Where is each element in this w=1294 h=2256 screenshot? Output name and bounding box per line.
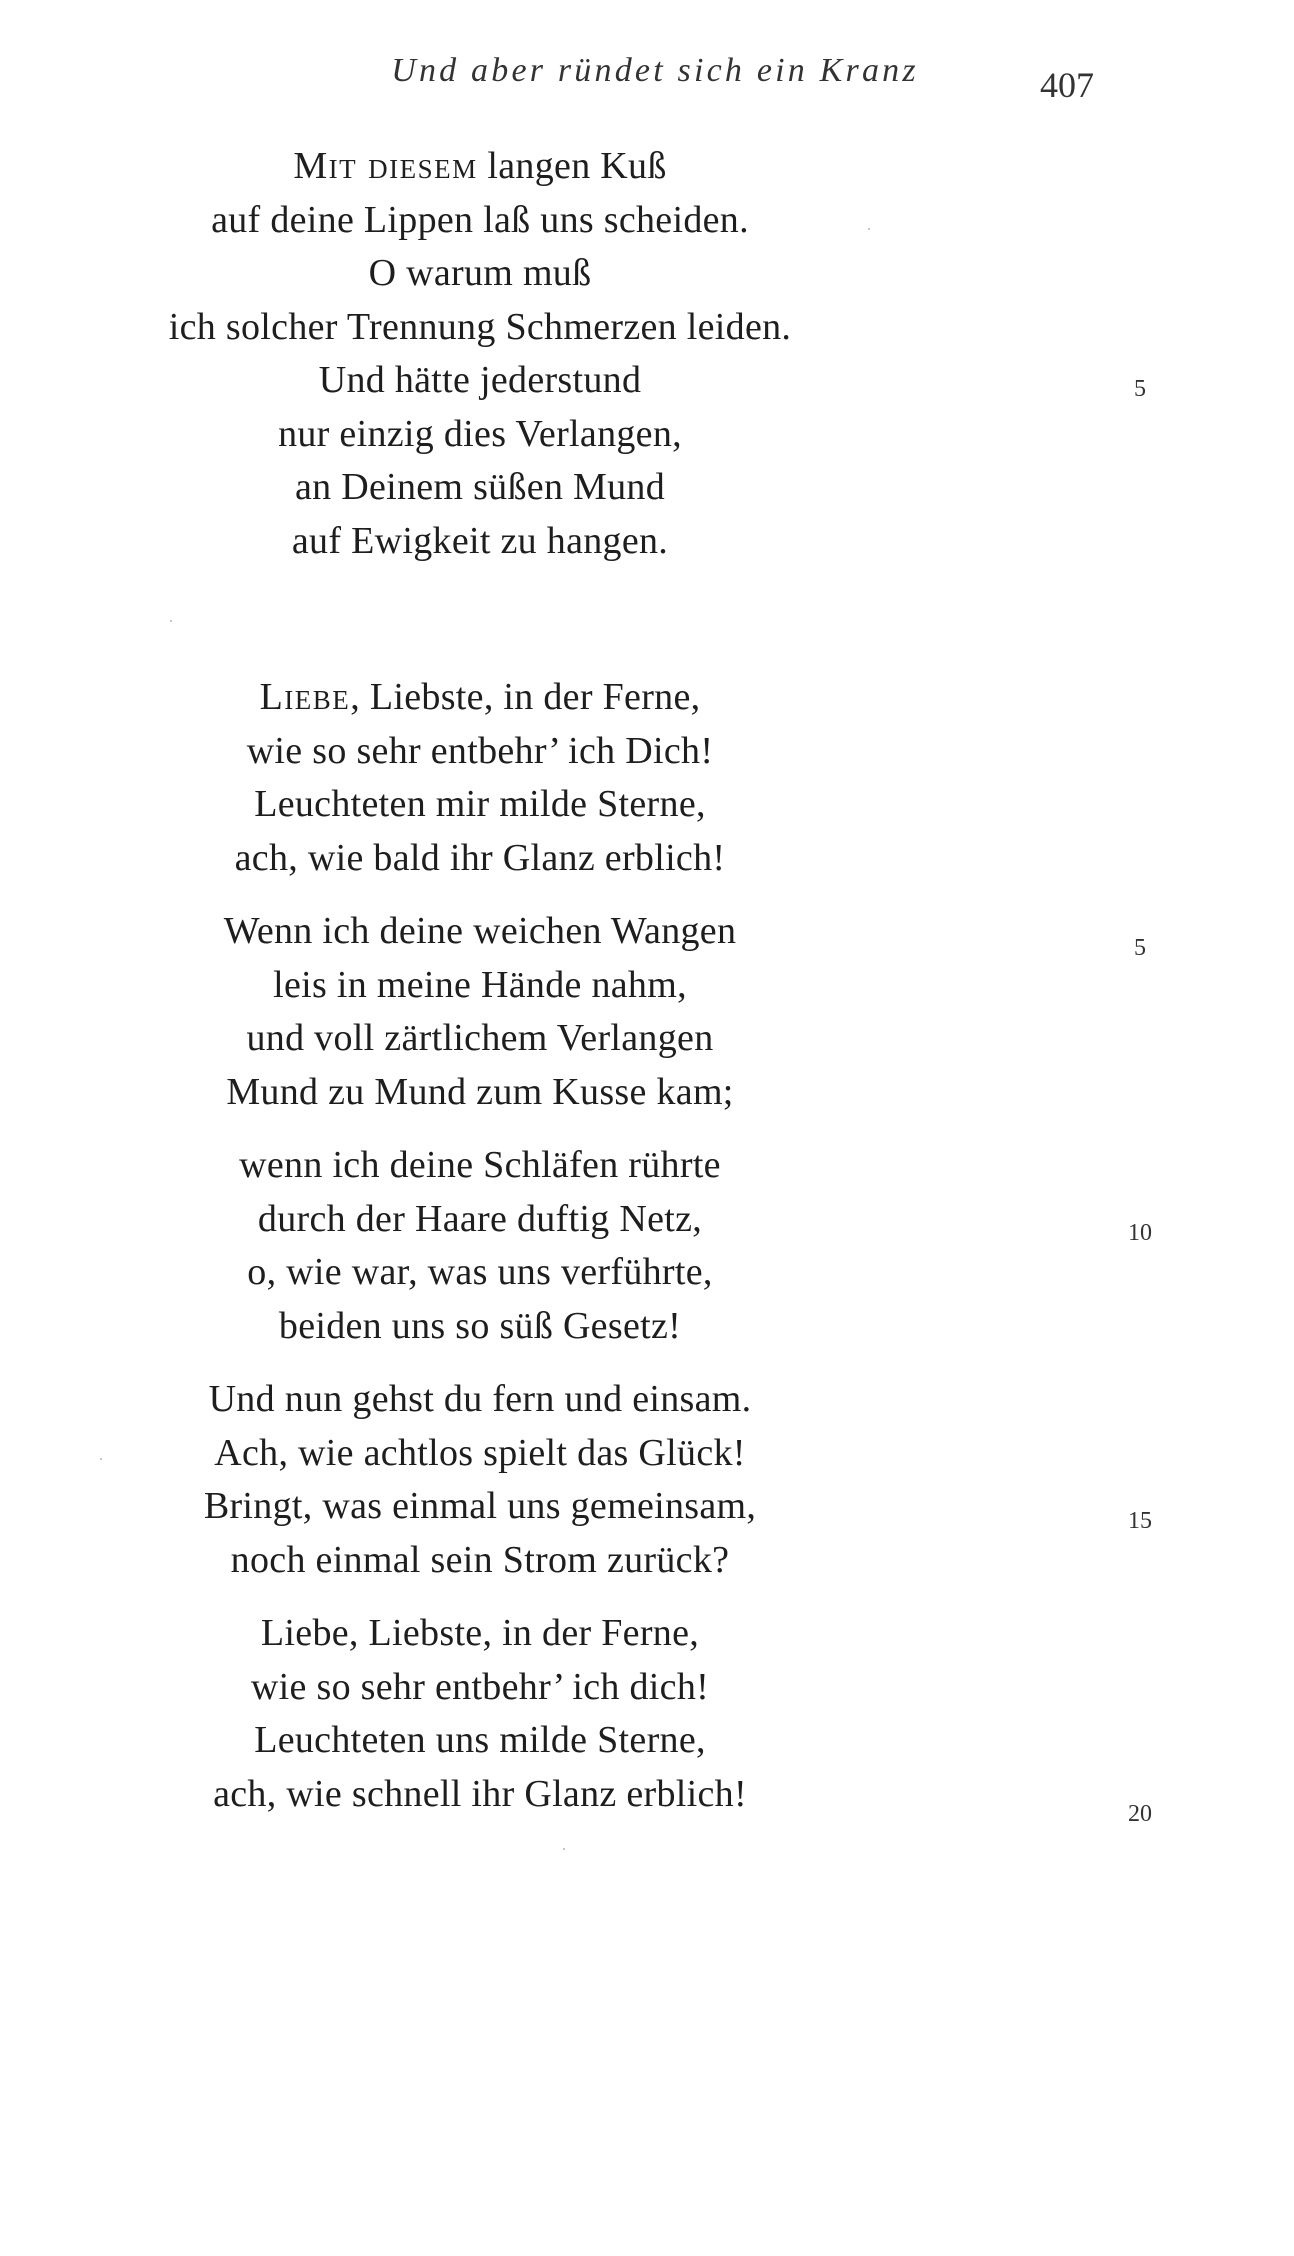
poem-line: Und hätte jederstund [318,359,642,401]
poem-line: ach, wie bald ihr Glanz erblich! [234,836,726,879]
stanza-break [100,885,860,905]
poem-line: nur einzig dies Verlangen, [278,412,682,455]
poem-line: an Deinem süßen Mund [294,466,666,508]
page-number: 407 [1040,65,1094,105]
poem-line: auf Ewigkeit zu hangen. [291,519,669,562]
poem-line: Liebe, Liebste, in der Ferne, [260,1612,700,1654]
stanza-break [100,1587,860,1607]
poem-line: Ach, wie achtlos spielt das Glück! [214,1431,746,1474]
poem-line [100,140,860,194]
poem-line-rest: langen Kuß [477,145,667,187]
paper-speck [563,1848,565,1850]
poem-line: ach, wie schnell ihr Glanz erblich! [213,1772,747,1815]
poem-opening-word: Mit diesem [293,145,478,187]
poem-line: wie so sehr entbehr’ ich dich! [250,1665,710,1708]
poem-line: und voll zärtlichem Verlangen [246,1017,714,1059]
poem-line: Mund zu Mund zum Kusse kam; [226,1070,734,1113]
poem-line: noch einmal sein Strom zurück? [230,1538,730,1581]
poem-line: beiden uns so süß Gesetz! [278,1304,682,1347]
poem-line: Leuchteten uns milde Sterne, [254,1719,706,1761]
line-number: 15 [1128,1508,1152,1534]
poem-line: ich solcher Trennung Schmerzen leiden. [168,305,792,348]
paper-speck [170,620,172,622]
poem-line-rest: , Liebste, in der Ferne, [350,676,701,718]
stanza-break [100,1353,860,1373]
line-number: 5 [1134,935,1146,961]
poem-line: Leuchteten mir milde Sterne, [254,783,706,825]
poem-line: Und nun gehst du fern und einsam. [208,1378,752,1420]
poem-line: O warum muß [368,252,592,294]
poem-line: wie so sehr entbehr’ ich Dich! [246,729,714,772]
running-title: Und aber ründet sich ein Kranz [391,52,919,89]
poem-liebe-liebste [100,671,860,1821]
poem-line: Wenn ich deine weichen Wangen [223,910,737,952]
poem-mit-diesem [100,140,860,568]
poem-line: o, wie war, was uns verführte, [247,1251,713,1293]
paper-speck [100,1458,102,1460]
line-number: 5 [1134,376,1146,402]
line-number: 20 [1128,1801,1152,1827]
poem-line: durch der Haare duftig Netz, [257,1197,703,1240]
paper-speck [868,228,870,230]
poem-opening-word: Liebe [259,676,351,718]
poem-line: auf deine Lippen laß uns scheiden. [211,198,749,241]
poem-line: leis in meine Hände nahm, [273,963,687,1006]
line-number: 10 [1128,1220,1152,1246]
poem-line [100,671,860,725]
poem-line: Bringt, was einmal uns gemeinsam, [203,1485,757,1527]
poem-line: wenn ich deine Schläfen rührte [239,1144,721,1186]
stanza-break [100,1119,860,1139]
